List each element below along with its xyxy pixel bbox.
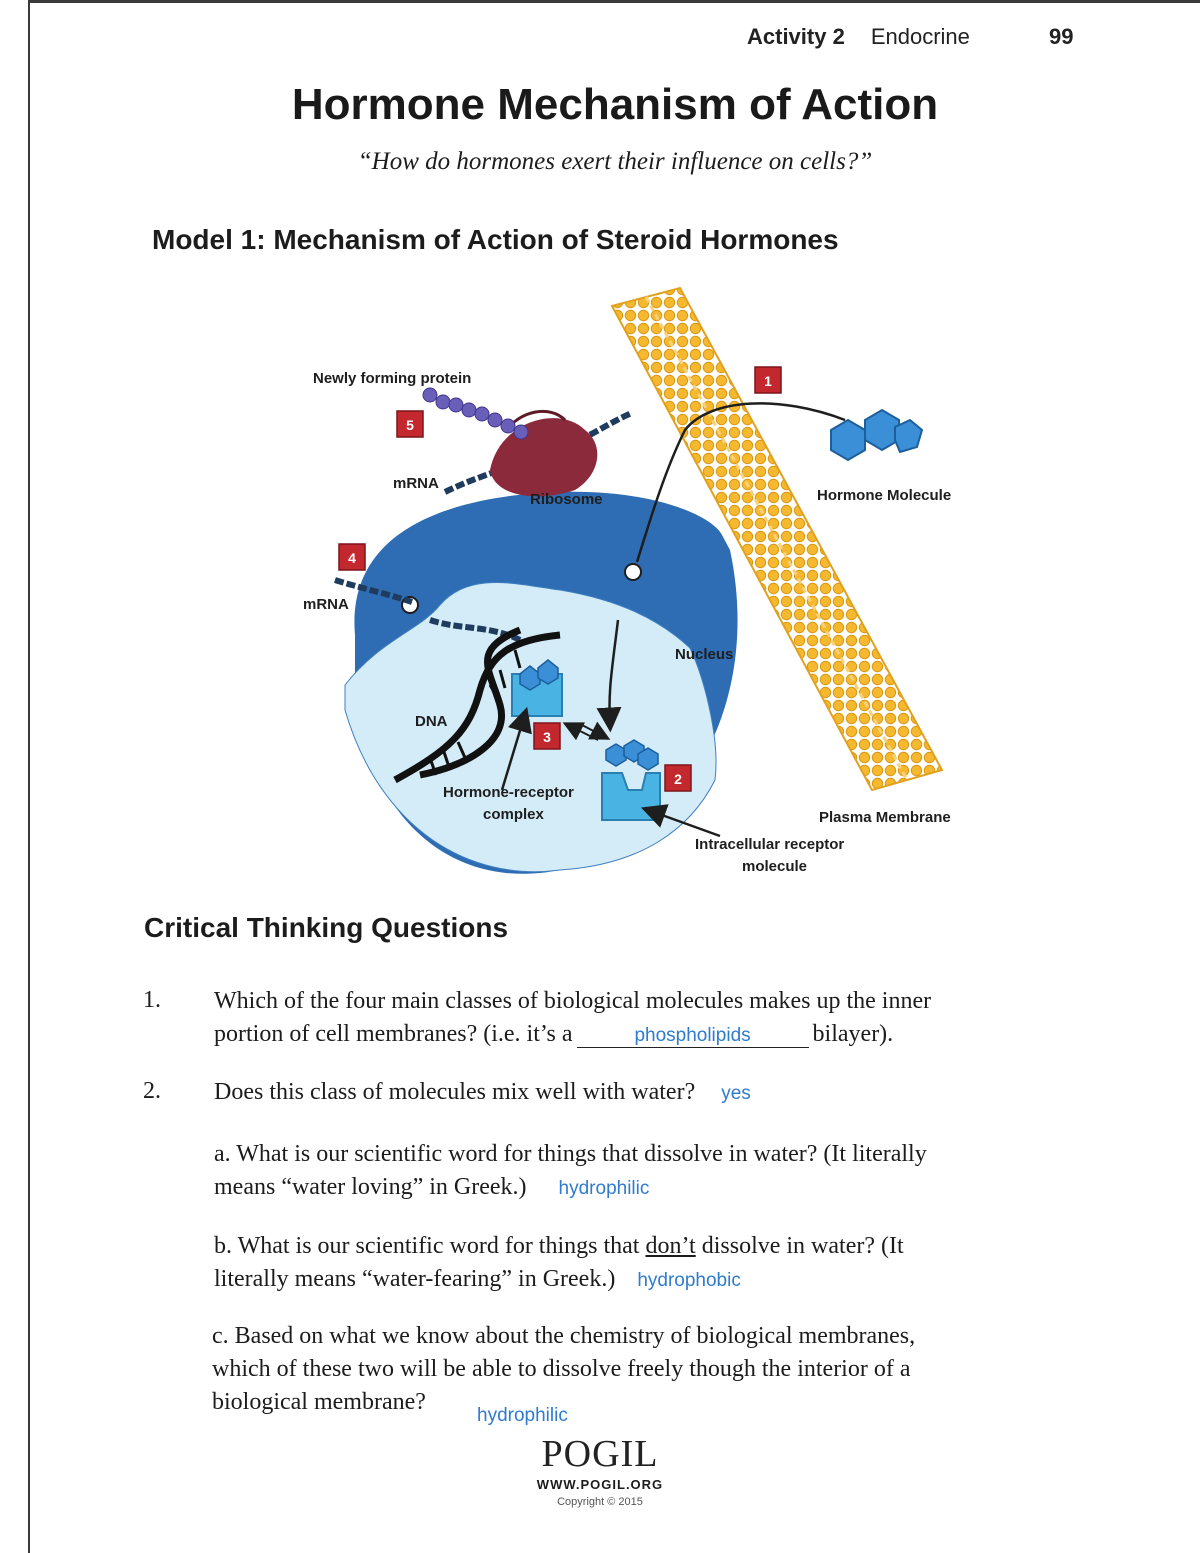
label-mrna-top: mRNA [393,475,439,492]
answer-2c[interactable]: hydrophilic [477,1405,568,1426]
question-2a-line2-row [214,1171,927,1205]
step-badge-2 [665,765,691,791]
label-plasma-membrane: Plasma Membrane [819,809,951,826]
page-subtitle: “How do hormones exert their influence on cells?” [357,148,873,175]
svg-text:1: 1 [764,373,772,389]
label-hormone-molecule: Hormone Molecule [817,487,952,504]
question-2c-line3: biological membrane? [212,1389,426,1415]
question-2-text: Does this class of molecules mix well with water? [214,1079,696,1105]
answer-2a[interactable]: hydrophilic [558,1178,650,1199]
label-nucleus: Nucleus [675,646,734,663]
question-2-number: 2. [143,1078,161,1104]
svg-text:5: 5 [406,417,414,433]
page-title: Hormone Mechanism of Action [291,80,939,129]
nuclear-pore-right [625,564,641,580]
question-1-line2 [214,1018,931,1051]
step-badge-4 [339,544,365,570]
question-2a-line2: means “water loving” in Greek.) [214,1174,527,1200]
question-2b-line2: literally means “water-fearing” in Greek.) [214,1266,616,1292]
label-hormone-receptor-complex-1: Hormone-receptor [443,784,574,801]
step-badge-5 [397,411,423,437]
svg-text:4: 4 [348,550,356,566]
answer-2b[interactable]: hydrophobic [637,1270,741,1291]
question-2 [214,1076,751,1110]
question-1-line2-post: bilayer). [812,1021,894,1047]
steroid-hormone-diagram [0,270,1200,890]
question-2c-line1: c. Based on what we know about the chemistry of biological membranes, [212,1323,916,1349]
question-2b-line1-post: dissolve in water? (It [701,1233,904,1259]
question-2a [214,1138,927,1205]
question-2b-line1-pre: b. What is our scientific word for things that [214,1233,640,1259]
logo-wordmark: POGIL [541,1433,659,1475]
activity-label: Activity 2 [747,24,845,49]
protein-chain-icon [423,388,528,439]
svg-text:2: 2 [674,771,682,787]
step-badge-3 [534,723,560,749]
question-2c-line2: which of these two will be able to dissolve freely though the interior of a [212,1356,911,1382]
pogil-logo [0,1433,1200,1508]
answer-2[interactable]: yes [721,1083,751,1104]
answer-blank-1[interactable] [577,1023,809,1048]
question-1-line1: Which of the four main classes of biological molecules makes up the inner [214,988,932,1014]
question-2b-line2-row [214,1263,904,1297]
section-label: Endocrine [870,24,970,49]
svg-text:3: 3 [543,729,551,745]
questions-heading: Critical Thinking Questions [144,912,509,943]
hormone-molecule-icon [831,410,922,460]
copyright: Copyright © 2015 [557,1496,643,1508]
running-head [747,24,1074,50]
question-2b-emphasis: don’t [645,1233,696,1259]
question-2a-line1: a. What is our scientific word for things that dissolve in water? (It literally [214,1141,927,1167]
label-dna: DNA [415,713,448,730]
question-1 [214,985,931,1051]
model-heading: Model 1: Mechanism of Action of Steroid Hormones [152,224,839,255]
question-2b [214,1230,904,1297]
label-intracellular-receptor-2: molecule [742,858,808,875]
page-top-edge [30,0,1200,3]
question-2b-line1 [214,1230,904,1263]
label-hormone-receptor-complex-2: complex [483,806,544,823]
label-intracellular-receptor-1: Intracellular receptor [695,836,845,853]
step-badge-1 [755,367,781,393]
answer-1: phospholipids [634,1025,751,1046]
logo-url[interactable]: WWW.POGIL.ORG [536,1477,664,1492]
page-number: 99 [1049,24,1074,49]
label-ribosome: Ribosome [530,491,603,508]
label-mrna-left: mRNA [303,596,349,613]
question-1-number: 1. [143,987,161,1013]
label-newly-forming-protein: Newly forming protein [313,370,472,387]
question-1-line2-pre: portion of cell membranes? (i.e. it’s a [214,1021,573,1047]
